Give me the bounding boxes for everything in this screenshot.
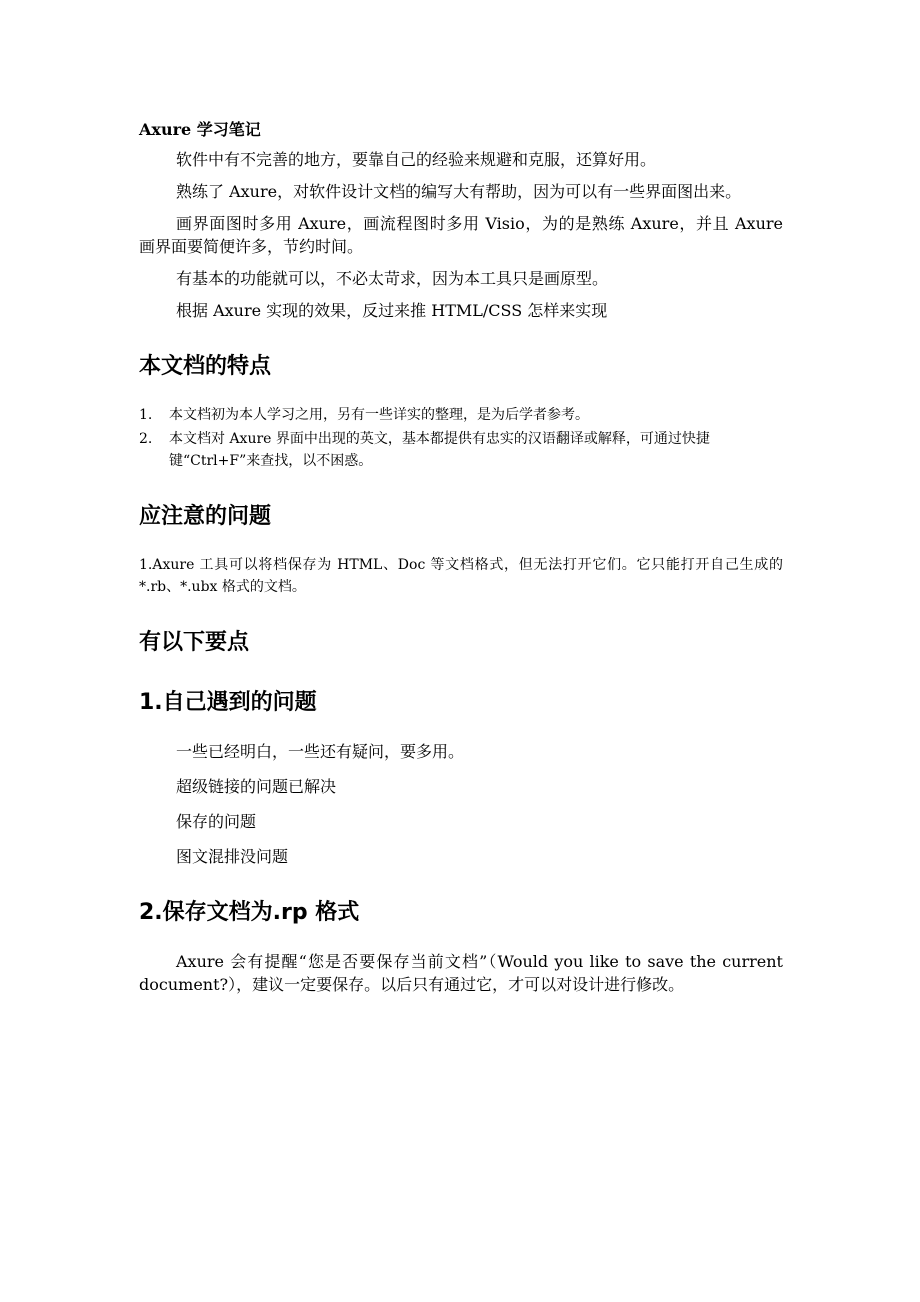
- intro-paragraph: 画界面图时多用 Axure，画流程图时多用 Visio，为的是熟练 Axure，并且 Axure 画界面要简便许多，节约时间。: [139, 214, 783, 256]
- section1-line: 保存的问题: [176, 812, 257, 831]
- section1-line: 图文混排没问题: [176, 847, 289, 866]
- list-item-text: 本文档初为本人学习之用，另有一些详实的整理，是为后学者参考。: [169, 407, 589, 423]
- section2-heading: 2.保存文档为.rp 格式: [139, 900, 360, 925]
- list-item: [139, 404, 783, 426]
- section2-paragraph: Axure 会有提醒“您是否要保存当前文档”（Would you like to save the current document?），建议一定要保存。以后只有通过它，才可以对设计进行修改。: [139, 952, 783, 994]
- list-item-text: 本文档对 Axure 界面中出现的英文，基本都提供有忠实的汉语翻译或解释，可通过快捷键“Ctrl+F”来查找，以不困惑。: [169, 431, 710, 469]
- issues-paragraph: 1.Axure 工具可以将档保存为 HTML、Doc 等文档格式，但无法打开它们。它只能打开自己生成的*.rb、*.ubx 格式的文档。: [139, 557, 783, 595]
- points-heading: 有以下要点: [139, 630, 250, 655]
- list-item-number: 2.: [139, 431, 153, 447]
- list-item-number: 1.: [139, 407, 153, 423]
- section1-line: 超级链接的问题已解决: [176, 777, 337, 796]
- features-list: [139, 404, 783, 472]
- document-title: Axure 学习笔记: [139, 120, 261, 139]
- section1-heading: 1.自己遇到的问题: [139, 690, 317, 715]
- document-page: [139, 118, 783, 1005]
- intro-paragraph: 根据 Axure 实现的效果，反过来推 HTML/CSS 怎样来实现: [176, 301, 608, 320]
- section1-line: 一些已经明白，一些还有疑问，要多用。: [176, 742, 465, 761]
- features-heading: 本文档的特点: [139, 354, 272, 379]
- intro-paragraph: 熟练了 Axure，对软件设计文档的编写大有帮助，因为可以有一些界面图出来。: [176, 182, 742, 201]
- intro-paragraph: 有基本的功能就可以，不必太苛求，因为本工具只是画原型。: [176, 269, 609, 288]
- intro-paragraph: 软件中有不完善的地方，要靠自己的经验来规避和克服，还算好用。: [176, 150, 657, 169]
- list-item: [139, 428, 783, 472]
- issues-heading: 应注意的问题: [139, 504, 272, 529]
